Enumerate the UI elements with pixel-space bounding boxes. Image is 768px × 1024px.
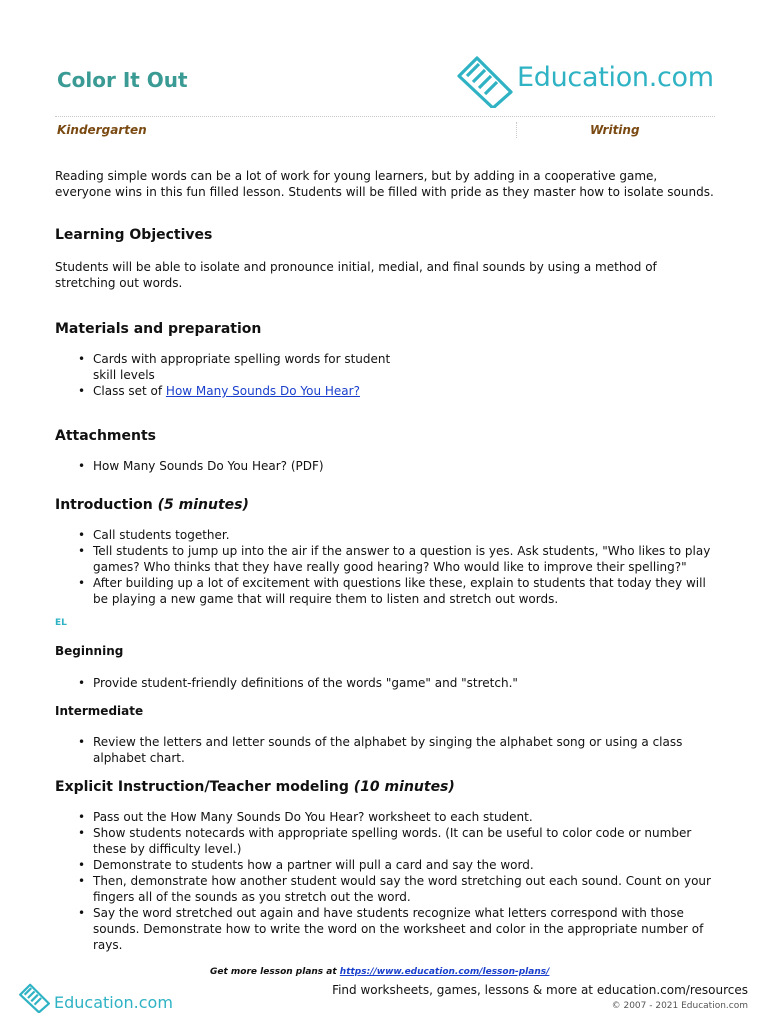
introduction-heading	[55, 497, 249, 513]
objectives-text: Students will be able to isolate and pronounce initial, medial, and final sounds by using a method of stretching out words.	[55, 260, 657, 290]
footer-logo-icon	[18, 983, 50, 1013]
explicit-item-text: Pass out the How Many Sounds Do You Hear? worksheet to each student.	[93, 810, 533, 824]
explicit-heading-text: Explicit Instruction/Teacher modeling	[55, 779, 349, 795]
explicit-list	[55, 809, 715, 953]
materials-item-text: Cards with appropriate spelling words for student skill levels	[93, 352, 391, 382]
introduction-heading-text: Introduction	[55, 497, 153, 513]
el-tag: EL	[55, 618, 67, 628]
introduction-item-text: Call students together.	[93, 528, 230, 542]
worksheet-link[interactable]: How Many Sounds Do You Hear?	[165, 384, 360, 398]
meta-divider	[55, 116, 715, 117]
education-logo-text: Education.com	[517, 62, 714, 93]
objectives-heading: Learning Objectives	[55, 227, 213, 243]
intermediate-item-text: Review the letters and letter sounds of the alphabet by singing the alphabet song or using a class alphabet chart.	[93, 735, 683, 765]
explicit-item-text: Demonstrate to students how a partner will pull a card and say the word.	[93, 858, 534, 872]
beginning-heading: Beginning	[55, 644, 124, 658]
list-item	[93, 527, 715, 543]
list-item	[93, 458, 715, 474]
education-logo[interactable]	[455, 56, 715, 108]
list-item	[93, 543, 715, 575]
explicit-item-text: Show students notecards with appropriate spelling words. (It can be useful to color code or number these by difficulty level.)	[93, 826, 692, 856]
footer-logo-text: Education.com	[54, 993, 173, 1012]
footer-more-plans	[210, 967, 549, 977]
intermediate-list	[55, 734, 715, 766]
page-title: Color It Out	[57, 68, 188, 92]
footer-more-prefix: Get more lesson plans at	[210, 967, 340, 977]
introduction-item-text: Tell students to jump up into the air if the answer to a question is yes. Ask students, "Who likes to play games? Who thinks that they have really good hearing? Who would like to improve their spelling?"	[93, 544, 711, 574]
introduction-time: (5 minutes)	[157, 497, 249, 513]
explicit-item-text: Say the word stretched out again and have students recognize what letters correspond with those sounds. Demonstrate how to write the word on the worksheet and color in the appropriate number of rays.	[93, 906, 704, 952]
explicit-item-text: Then, demonstrate how another student would say the word stretching out each sound. Count on your fingers all of the sounds as you stretch out the word.	[93, 874, 711, 904]
intermediate-heading: Intermediate	[55, 704, 144, 718]
list-item	[93, 351, 393, 383]
list-item	[93, 873, 715, 905]
introduction-item-text: After building up a lot of excitement with questions like these, explain to students that today they will be playing a new game that will require them to listen and stretch out words.	[93, 576, 706, 606]
list-item	[93, 905, 715, 953]
list-item	[93, 383, 393, 399]
subject-label: Writing	[590, 123, 640, 137]
list-item	[93, 825, 715, 857]
education-logo-icon	[455, 56, 513, 108]
materials-list	[55, 351, 393, 399]
attachment-item-text: How Many Sounds Do You Hear? (PDF)	[93, 459, 324, 473]
list-item	[93, 809, 715, 825]
attachments-list	[55, 458, 715, 474]
explicit-time: (10 minutes)	[353, 779, 455, 795]
footer-education-logo[interactable]	[18, 983, 178, 1015]
attachments-heading: Attachments	[55, 428, 157, 444]
footer-find-text: Find worksheets, games, lessons & more at education.com/resources	[332, 983, 748, 997]
intro-paragraph: Reading simple words can be a lot of work for young learners, but by adding in a cooperative game, everyone wins in this fun filled lesson. Students will be filled with pride as they master how to isolate sounds.	[55, 169, 714, 199]
beginning-item-text: Provide student-friendly definitions of the words "game" and "stretch."	[93, 676, 518, 690]
list-item	[93, 857, 715, 873]
materials-item-prefix: Class set of	[93, 384, 166, 398]
grade-label: Kindergarten	[57, 123, 147, 137]
explicit-heading	[55, 779, 455, 795]
introduction-list	[55, 527, 715, 607]
footer-copyright: © 2007 - 2021 Education.com	[611, 1001, 748, 1011]
materials-heading: Materials and preparation	[55, 321, 262, 337]
list-item	[93, 675, 715, 691]
list-item	[93, 575, 715, 607]
lesson-plans-link[interactable]: https://www.education.com/lesson-plans/	[339, 967, 550, 977]
beginning-list	[55, 675, 715, 691]
meta-separator	[516, 122, 517, 138]
list-item	[93, 734, 715, 766]
